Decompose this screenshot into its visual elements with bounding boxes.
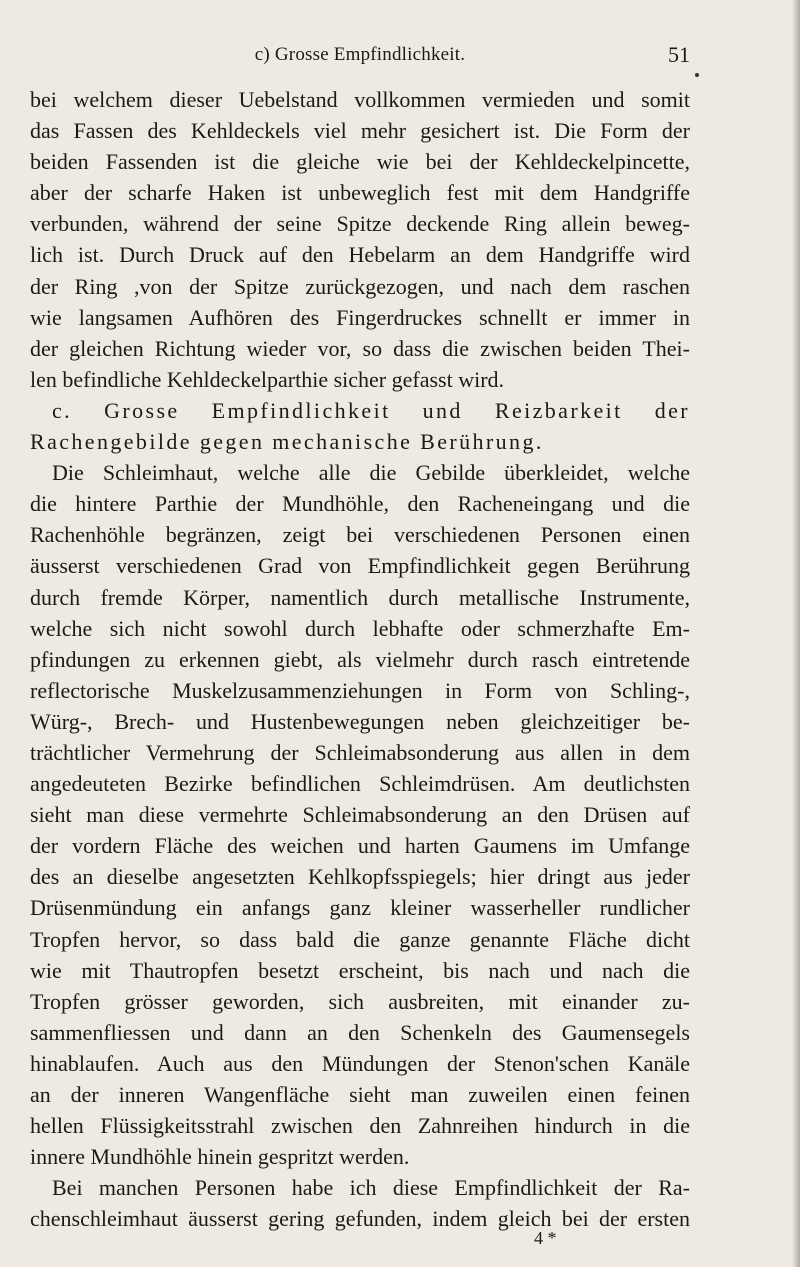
text-line: äusserst verschiedenen Grad von Empfindlichkeit gegen Berührung xyxy=(30,553,690,579)
running-head: c) Grosse Empfindlichkeit. xyxy=(254,44,466,65)
text-line: wie langsamen Aufhören des Fingerdruckes schnellt er immer in xyxy=(30,304,690,330)
text-line: welche sich nicht sowohl durch lebhafte oder schmerzhafte Em- xyxy=(30,615,690,641)
text-line: aber der scharfe Haken ist unbeweglich fest mit dem Handgriffe xyxy=(30,180,690,206)
text-line: bei welchem dieser Uebelstand vollkommen vermieden und somit xyxy=(30,87,690,112)
text-line: hellen Flüssigkeitsstrahl zwischen den Zahnreihen hindurch in die xyxy=(30,1113,690,1139)
text-line: len befindliche Kehldeckelparthie sicher gefasst wird. xyxy=(30,366,505,392)
text-line: reflectorische Muskelzusammenziehungen in Form von Schling-, xyxy=(30,677,690,703)
text-line: lich ist. Durch Druck auf den Hebelarm an dem Handgriffe wird xyxy=(30,242,690,268)
text-line: innere Mundhöhle hinein gespritzt werden. xyxy=(30,1144,410,1170)
section-heading-line: Rachengebilde gegen mechanische Berührung. xyxy=(30,429,544,455)
margin-speck xyxy=(695,73,699,77)
text-line: die hintere Parthie der Mundhöhle, den Racheneingang und die xyxy=(30,491,690,517)
text-line: beiden Fassenden ist die gleiche wie bei der Kehldeckelpincette, xyxy=(30,149,690,175)
text-line: chenschleimhaut äusserst gering gefunden, indem gleich bei der ersten xyxy=(30,1206,690,1232)
text-line: der vordern Fläche des weichen und harten Gaumens im Umfange xyxy=(30,833,690,859)
section-heading-line: c. Grosse Empfindlichkeit und Reizbarkeit der xyxy=(52,397,690,423)
text-line: Die Schleimhaut, welche alle die Gebilde überkleidet, welche xyxy=(52,460,690,486)
text-line: Rachenhöhle begränzen, zeigt bei verschiedenen Personen einen xyxy=(30,522,690,548)
text-line: durch fremde Körper, namentlich durch metallische Instrumente, xyxy=(30,584,690,610)
text-line: sieht man diese vermehrte Schleimabsonderung an den Drüsen auf xyxy=(30,802,690,828)
text-line: Drüsenmündung ein anfangs ganz kleiner wasserheller rundlicher xyxy=(30,895,690,921)
text-line: hinablaufen. Auch aus den Mündungen der Stenon'schen Kanäle xyxy=(30,1050,690,1076)
page-edge-shadow xyxy=(792,0,800,1267)
signature-mark: 4 * xyxy=(534,1228,557,1248)
text-line: verbunden, während der seine Spitze deckende Ring allein beweg- xyxy=(30,211,690,237)
text-line: sammenfliessen und dann an den Schenkeln des Gaumensegels xyxy=(30,1019,690,1045)
text-line: des an dieselbe angesetzten Kehlkopfsspiegels; hier dringt aus jeder xyxy=(30,864,690,890)
text-line: wie mit Thautropfen besetzt erscheint, bis nach und nach die xyxy=(30,957,690,983)
text-line: Bei manchen Personen habe ich diese Empfindlichkeit der Ra- xyxy=(52,1175,690,1201)
text-line: Tropfen grösser geworden, sich ausbreiten, mit einander zu- xyxy=(30,988,690,1014)
text-line: der gleichen Richtung wieder vor, so dass die zwischen beiden Thei- xyxy=(30,335,690,361)
page-header xyxy=(30,44,690,72)
text-line: trächtlicher Vermehrung der Schleimabsonderung aus allen in dem xyxy=(30,739,690,765)
text-line: angedeuteten Bezirke befindlichen Schleimdrüsen. Am deutlichsten xyxy=(30,771,690,797)
text-line: pfindungen zu erkennen giebt, als vielmehr durch rasch eintretende xyxy=(30,646,690,672)
text-line: an der inneren Wangenfläche sieht man zuweilen einen feinen xyxy=(30,1082,690,1107)
page-number: 51 xyxy=(668,42,690,67)
text-line: der Ring ,von der Spitze zurückgezogen, und nach dem raschen xyxy=(30,273,690,299)
text-line: Tropfen hervor, so dass bald die ganze genannte Fläche dicht xyxy=(30,926,690,952)
text-line: Würg-, Brech- und Hustenbewegungen neben gleichzeitiger be- xyxy=(30,708,690,734)
text-line: das Fassen des Kehldeckels viel mehr gesichert ist. Die Form der xyxy=(30,118,690,144)
body-text xyxy=(30,84,690,1234)
